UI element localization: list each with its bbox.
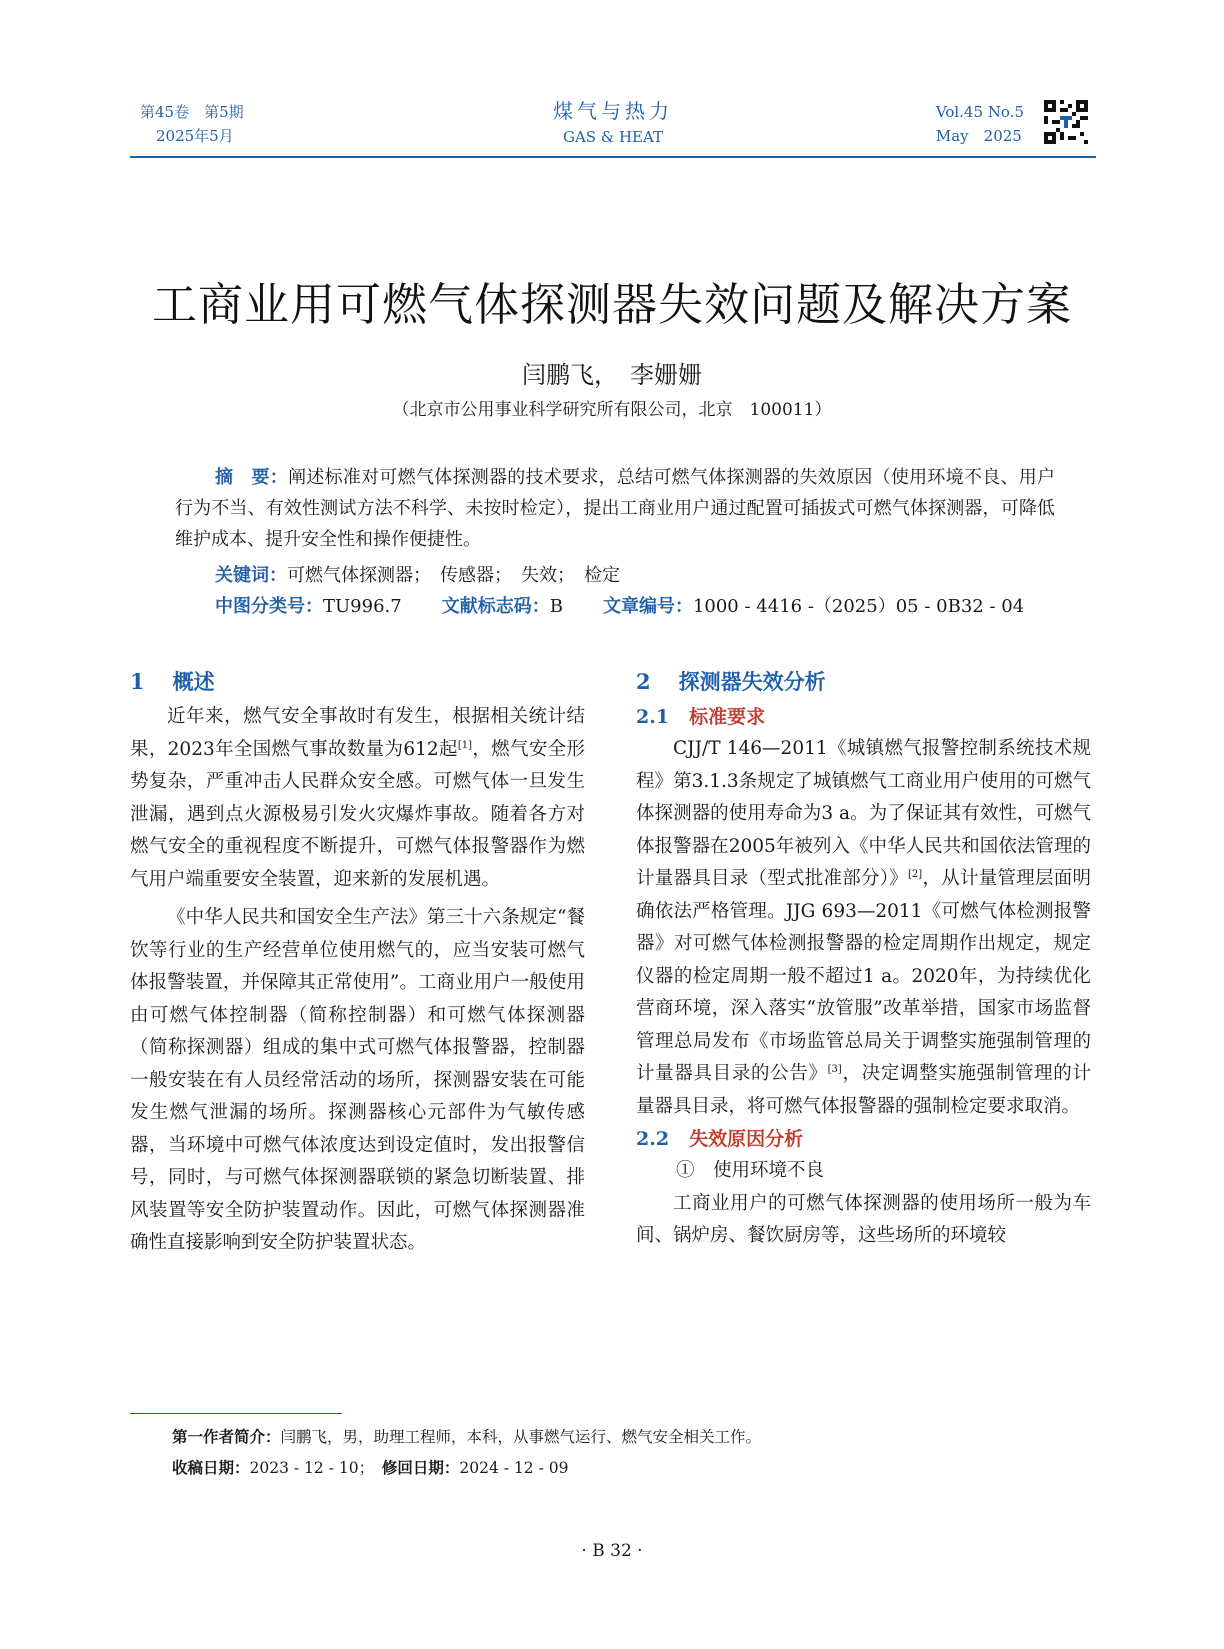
paragraph: 《中华人民共和国安全生产法》第三十六条规定“餐饮等行业的生产经营单位使用燃气的，应当安装可燃气体报警装置，并保障其正常使用”。工商业用户一般使用由可燃气体控制器（简称控制器）和可燃气体探测器（简称探测器）组成的集中式可燃气体报警器，控制器一般安装在有人员经常活动的场所，探测器安装在可能发生燃气泄漏的场所。探测器核心元部件为气敏传感器，当环境中可燃气体浓度达到设定值时，发出报警信号，同时，与可燃气体探测器联锁的紧急切断装置、排风装置等安全防护装置动作。因此，可燃气体探测器准确性直接影响到安全防护装置状态。 — [130, 907, 585, 1253]
revised-label: 修回日期： — [381, 1458, 460, 1477]
journal-name-en: GAS & HEAT — [562, 128, 664, 146]
revised-date: 2024 - 12 - 09 — [459, 1459, 569, 1477]
dates-footnote — [172, 1455, 1072, 1481]
qr-code-icon — [1044, 100, 1088, 144]
clc-value: TU996.7 — [323, 596, 402, 617]
section-number: 2 — [636, 669, 651, 694]
paragraph: 工商业用户的可燃气体探测器的使用场所一般为车间、锅炉房、餐饮厨房等，这些场所的环境较 — [636, 1192, 1091, 1246]
issue-date: 2025年5月 — [156, 127, 234, 145]
author-bio-label: 第一作者简介： — [172, 1427, 281, 1446]
subsection-heading-2-1 — [636, 701, 1091, 733]
authors: 闫鹏飞， 李姗姗 — [522, 361, 702, 389]
paragraph-text: 近年来，燃气安全事故时有发生，根据相关统计结果，2023年全国燃气事故数量为612起 — [130, 706, 585, 760]
subsection-title: 标准要求 — [689, 706, 766, 728]
paragraph-text: ，燃气安全形势复杂，严重冲击人民群众安全感。可燃气体一旦发生泄漏，遇到点火源极易引发火灾爆炸事故。随着各方对燃气安全的重视程度不断提升，可燃气体报警器作为燃气用户端重要安全装置，迎来新的发展机遇。 — [130, 738, 585, 890]
subsection-title: 失效原因分析 — [689, 1128, 804, 1150]
left-column — [130, 665, 585, 1260]
journal-name-cn: 煤气与热力 — [553, 99, 673, 123]
header-rule — [130, 156, 1096, 158]
doc-code-value: B — [549, 596, 563, 617]
abstract-label: 摘 要： — [215, 467, 289, 488]
section-heading-2 — [636, 665, 1091, 699]
subsection-number: 2.2 — [636, 1128, 670, 1150]
subsection-heading-2-2 — [636, 1123, 1091, 1155]
section-number: 1 — [130, 669, 145, 694]
article-number-value: 1000 - 4416 -（2025）05 - 0B32 - 04 — [692, 596, 1025, 617]
article-number-label: 文章编号： — [602, 596, 693, 617]
doc-code-label: 文献标志码： — [441, 596, 550, 617]
running-header — [130, 92, 1096, 158]
paper-title: 工商业用可燃气体探测器失效问题及解决方案 — [151, 278, 1072, 331]
citation: [1] — [457, 739, 472, 751]
keywords-label: 关键词： — [215, 565, 287, 586]
list-item: ① 使用环境不良 — [676, 1160, 825, 1181]
page-number: · B 32 · — [581, 1541, 643, 1561]
paragraph — [130, 701, 585, 896]
issue-info-en — [936, 100, 1024, 148]
author-bio-footnote — [172, 1424, 1072, 1450]
section-heading-1 — [130, 665, 585, 699]
paragraph-text: ，决定调整实施强制管理的计量器具目录，将可燃气体报警器的强制检定要求取消。 — [636, 1063, 1091, 1117]
abstract-text: 阐述标准对可燃气体探测器的技术要求，总结可燃气体探测器的失效原因（使用环境不良、用户行为不当、有效性测试方法不科学、未按时检定），提出工商业用户通过配置可插拔式可燃气体探测器，可降低维护成本、提升安全性和操作便捷性。 — [175, 467, 1056, 550]
section-title: 概述 — [172, 669, 215, 694]
paragraph-text: CJJ/T 146—2011《城镇燃气报警控制系统技术规程》第3.1.3条规定了城镇燃气工商业用户使用的可燃气体探测器的使用寿命为3 a。为了保证其有效性，可燃气体报警器在2005年被列入《中华人民共和国依法管理的计量器具目录（型式批准部分）》 — [636, 738, 1091, 889]
paragraph-text: ，从计量管理层面明确依法严格管理。JJG 693—2011《可燃气体检测报警器》对可燃气体检测报警器的检定周期作出规定，规定仪器的检定周期一般不超过1 a。2020年，为持续优化营商环境，深入落实“放管服”改革举措，国家市场监督管理总局发布《市场监管总局关于调整实施强制管理的计量器具目录的公告》 — [636, 868, 1091, 1084]
subsection-number: 2.1 — [636, 706, 670, 728]
issue-date-en: May 2025 — [935, 127, 1022, 145]
volume-issue: 第45卷 第5期 — [140, 103, 244, 121]
right-column — [636, 665, 1091, 1253]
citation: [3] — [827, 1063, 842, 1075]
paragraph — [636, 733, 1091, 1123]
footnote-rule — [130, 1413, 342, 1414]
volume-issue-en: Vol.45 No.5 — [935, 103, 1024, 121]
keywords — [215, 560, 1055, 591]
clc-label: 中图分类号： — [215, 596, 323, 617]
classification-line — [215, 591, 1055, 622]
keywords-text: 可燃气体探测器； 传感器； 失效； 检定 — [287, 565, 620, 586]
citation: [2] — [908, 868, 923, 880]
received-label: 收稿日期： — [172, 1458, 250, 1477]
abstract — [175, 462, 1055, 555]
author-bio-text: 闫鹏飞，男，助理工程师，本科，从事燃气运行、燃气安全相关工作。 — [280, 1428, 762, 1446]
section-title: 探测器失效分析 — [678, 669, 826, 694]
affiliation: （北京市公用事业科学研究所有限公司，北京 100011） — [392, 400, 832, 420]
received-date: 2023 - 12 - 10； — [249, 1459, 367, 1477]
